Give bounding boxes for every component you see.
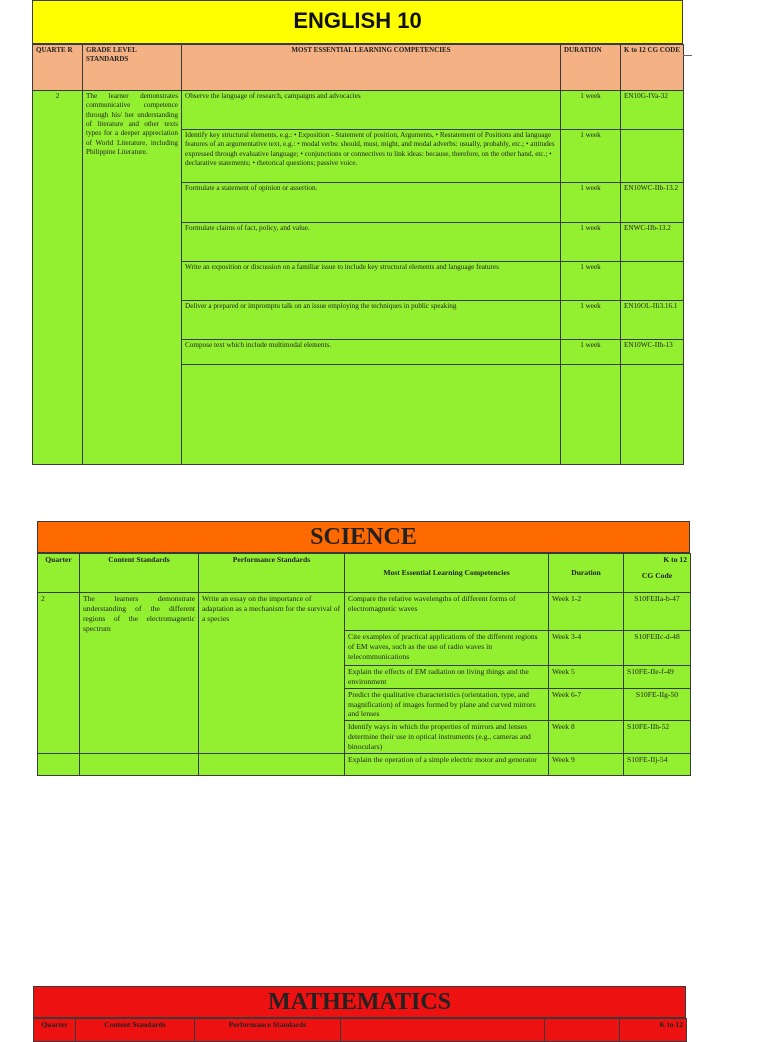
duration-cell: Week 3-4 [549, 631, 624, 666]
table-row [38, 753, 691, 775]
code-cell: S10FE-IIe-f-49 [624, 666, 691, 689]
duration-cell: 1 week [561, 223, 621, 262]
content-standards-cell: The learners demonstrate understanding of the different regions of the electromagnetic spectrum [80, 593, 199, 754]
code-cell: S10FE-IIh-52 [624, 721, 691, 754]
code-cell [621, 130, 684, 183]
header-duration: Duration [549, 554, 624, 593]
performance-standards-cell: Write an essay on the importance of adaptation as a mechanism for the survival of a species [199, 593, 345, 754]
empty-cell [545, 1019, 620, 1042]
header-duration: DURATION [561, 45, 621, 91]
empty-cell [38, 753, 80, 775]
english-header-row [33, 45, 684, 91]
header-content-standards: Content Standards [76, 1019, 195, 1042]
header-code: K to 12 [620, 1019, 687, 1042]
mathematics-title: MATHEMATICS [33, 986, 686, 1018]
english-title: ENGLISH 10 [32, 0, 683, 44]
duration-cell: 1 week [561, 91, 621, 130]
code-cell: S10FE-IIg-50 [624, 688, 691, 721]
competency-cell: Formulate a statement of opinion or assertion. [182, 183, 561, 223]
competency-cell: Compare the relative wavelengths of different forms of electromagnetic waves [345, 593, 549, 631]
empty-cell [182, 365, 561, 465]
header-competencies: Most Essential Learning Competencies [345, 554, 549, 593]
header-quarter: Quarter [38, 554, 80, 593]
code-cell [621, 262, 684, 301]
mathematics-table [33, 1018, 687, 1042]
duration-cell: Week 6-7 [549, 688, 624, 721]
science-section [37, 521, 690, 776]
competency-cell: Identify ways in which the properties of mirrors and lenses determine their use in optical instruments (e.g., cameras and binoculars) [345, 721, 549, 754]
empty-cell [80, 753, 199, 775]
quarter-cell: 2 [33, 91, 83, 465]
competency-cell: Observe the language of research, campaigns and advocacies [182, 91, 561, 130]
empty-cell [621, 365, 684, 465]
code-cell: S10FEIIc-d-48 [624, 631, 691, 666]
competency-cell: Explain the operation of a simple electric motor and generator [345, 753, 549, 775]
empty-cell [341, 1019, 545, 1042]
competency-cell: Formulate claims of fact, policy, and value. [182, 223, 561, 262]
mathematics-header-row [34, 1019, 687, 1042]
duration-cell: Week 1-2 [549, 593, 624, 631]
competency-cell: Explain the effects of EM radiation on living things and the environment [345, 666, 549, 689]
code-cell: S10FE-IIj-54 [624, 753, 691, 775]
header-code-line1: K to 12 [663, 555, 687, 564]
competency-cell: Write an exposition or discussion on a familiar issue to include key structural elements and language features [182, 262, 561, 301]
duration-cell: 1 week [561, 262, 621, 301]
standards-cell: The learner demonstrates communicative competence through his/ her understanding of literature and other texts types for a deeper appreciation of World Literature, including Philippine Literature. [83, 91, 182, 465]
duration-cell: 1 week [561, 130, 621, 183]
competency-cell: Identify key structural elements, e.g.: • Exposition - Statement of position, Arguments, • Restatement of Positions and language features of an argumentative text, e.g.: • modal verbs: should, must, might, and modal adverbs: usually, probably, etc.; • attitudes expressed through evaluative language; • conjunctions or connectives to link ideas: because, therefore, on the other hand, etc.; • declarative statements; • rhetorical questions; passive voice. [182, 130, 561, 183]
duration-cell: 1 week [561, 301, 621, 340]
science-title: SCIENCE [37, 521, 690, 553]
code-cell: EN10WC-IIb-13.2 [621, 183, 684, 223]
header-performance-standards: Performance Standards [199, 554, 345, 593]
quarter-cell: 2 [38, 593, 80, 754]
duration-cell: Week 8 [549, 721, 624, 754]
code-cell: EN10WC-IIh-13 [621, 340, 684, 365]
english-section [32, 0, 683, 465]
competency-cell: Deliver a prepared or impromptu talk on an issue employing the techniques in public speaking [182, 301, 561, 340]
competency-cell: Cite examples of practical applications of the different regions of EM waves, such as the use of radio waves in telecommunications [345, 631, 549, 666]
duration-cell: 1 week [561, 183, 621, 223]
code-cell: EN10G-IVa-32 [621, 91, 684, 130]
header-content-standards: Content Standards [80, 554, 199, 593]
duration-cell: 1 week [561, 340, 621, 365]
science-table [37, 553, 691, 776]
competency-cell: Predict the qualitative characteristics (orientation, type, and magnification) of images formed by plane and curved mirrors and lenses [345, 688, 549, 721]
header-competencies: MOST ESSENTIAL LEARNING COMPETENCIES [182, 45, 561, 91]
header-code-line2: CG Code [641, 570, 673, 580]
header-performance-standards: Performance Standards [195, 1019, 341, 1042]
empty-cell [199, 753, 345, 775]
science-header-row [38, 554, 691, 593]
code-cell: S10FEIIa-b-47 [624, 593, 691, 631]
mathematics-section [33, 986, 686, 1042]
table-row [33, 91, 684, 130]
header-quarter: QUARTE R [33, 45, 83, 91]
code-cell: ENWC-IIb-13.2 [621, 223, 684, 262]
duration-cell: Week 9 [549, 753, 624, 775]
header-grade-level-standards: GRADE LEVEL STANDARDS [83, 45, 182, 91]
divider-line [683, 55, 692, 56]
header-code [624, 554, 691, 593]
code-cell: EN10OL-IIi3.16.1 [621, 301, 684, 340]
duration-cell: Week 5 [549, 666, 624, 689]
empty-cell [561, 365, 621, 465]
english-table [32, 44, 684, 465]
table-row [38, 593, 691, 631]
competency-cell: Compose text which include multimodal elements. [182, 340, 561, 365]
header-quarter: Quarter [34, 1019, 76, 1042]
header-code: K to 12 CG CODE [621, 45, 684, 91]
